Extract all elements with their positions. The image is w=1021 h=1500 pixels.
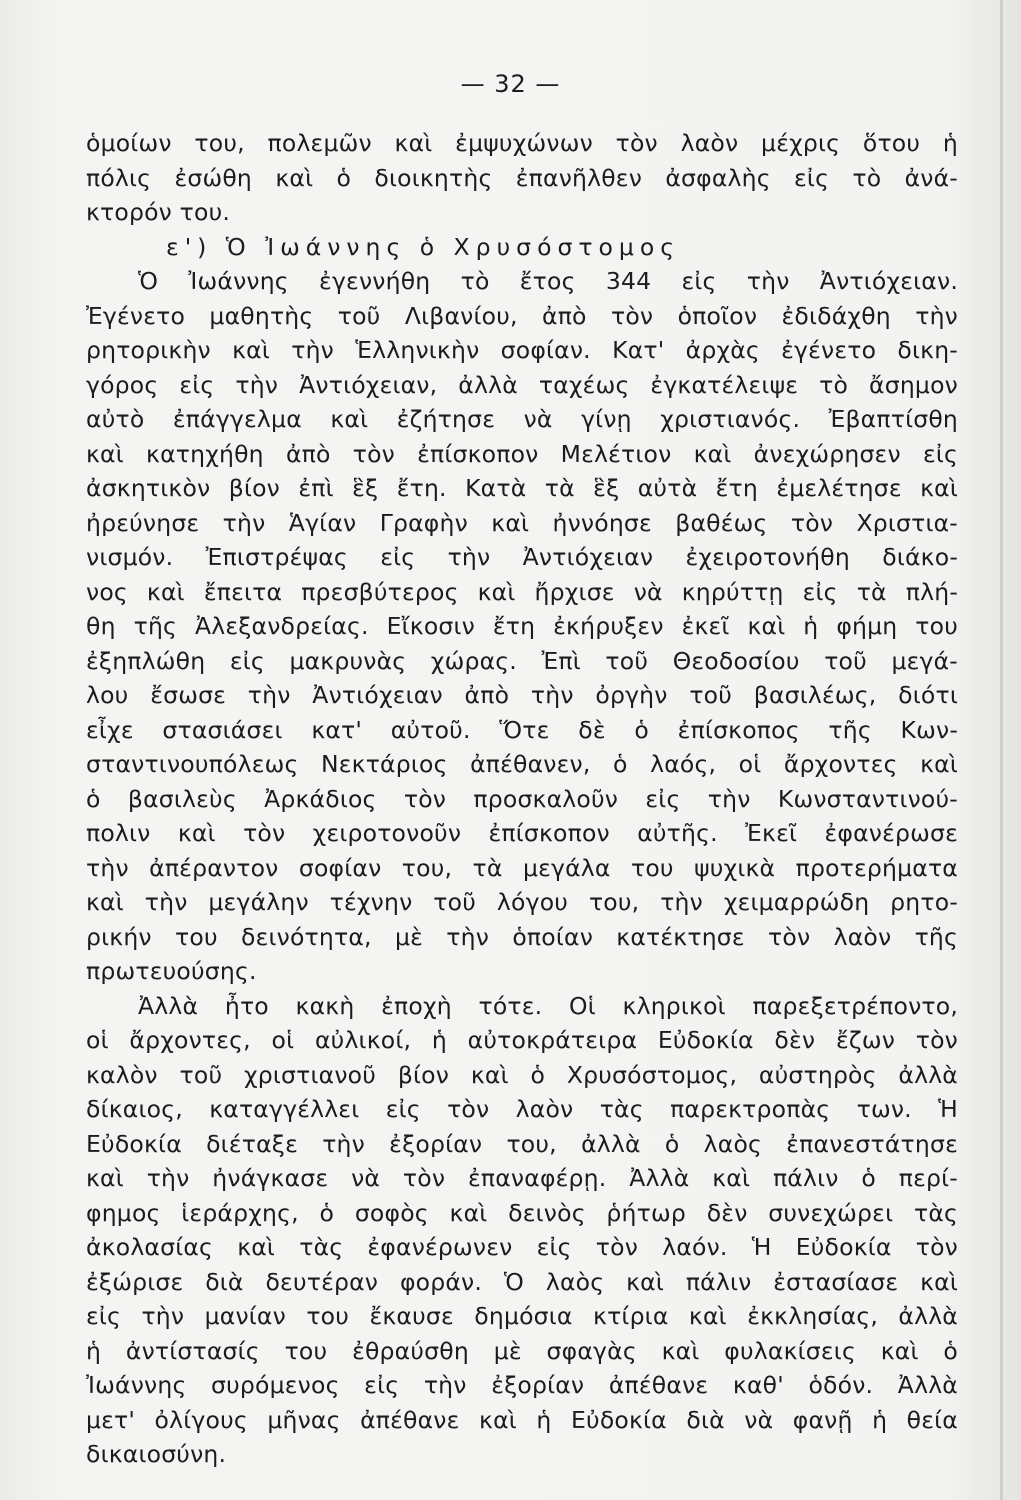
text-line: ἡ ἀντίστασίς του ἐθραύσθη μὲ σφαγὰς καὶ φυλακίσεις καὶ ὁ <box>86 1336 958 1365</box>
text-line: ἀκολασίας καὶ τὰς ἐφανέρωνεν εἰς τὸν λαόν. Ἡ Εὐδοκία τὸν <box>86 1233 958 1261</box>
text-line: δίκαιος, καταγγέλλει εἰς τὸν λαὸν τὰς παρεκτροπὰς των. Ἡ <box>86 1095 958 1123</box>
text-line: Ὁ Ἰωάννης ἐγεννήθη τὸ ἔτος 344 εἰς τὴν Ἀντιόχειαν. <box>138 267 958 295</box>
section-heading-text: ε') Ὁ Ἰωάννης ὁ Χρυσόστομος <box>166 232 680 261</box>
text-line: οἱ ἄρχοντες, οἱ αὐλικοί, ἡ αὐτοκράτειρα Εὐδοκία δὲν ἔζων τὸν <box>86 1026 958 1054</box>
text-line: ἠρεύνησε τὴν Ἁγίαν Γραφὴν καὶ ἠννόησε βαθέως τὸν Χριστια- <box>86 508 958 537</box>
text-line: κτορόν του. <box>86 198 231 226</box>
text-line: ὁ βασιλεὺς Ἀρκάδιος τὸν προσκαλοῦν εἰς τὴν Κωνσταντινού- <box>86 784 958 813</box>
section-heading <box>86 230 958 265</box>
text-line: μετ' ὀλίγους μῆνας ἀπέθανε καὶ ἡ Εὐδοκία διὰ νὰ φανῇ ἡ θεία <box>86 1405 958 1434</box>
text-line: ὁμοίων του, πολεμῶν καὶ ἐμψυχώνων τὸν λαὸν μέχρις ὅτου ἡ <box>86 129 958 157</box>
text-line: σταντινουπόλεως Νεκτάριος ἀπέθανεν, ὁ λαός, οἱ ἄρχοντες καὶ <box>86 750 958 778</box>
text-line: Ἐγένετο μαθητὴς τοῦ Λιβανίου, ἀπὸ τὸν ὁποῖον ἐδιδάχθη τὴν <box>86 301 958 330</box>
text-line: εἶχε στασιάσει κατ' αὐτοῦ. Ὅτε δὲ ὁ ἐπίσκοπος τῆς Κων- <box>86 715 958 744</box>
text-line: θη τῆς Ἀλεξανδρείας. Εἴκοσιν ἔτη ἐκήρυξεν ἐκεῖ καὶ ἡ φήμη του <box>86 612 958 640</box>
text-line: ἀσκητικὸν βίον ἐπὶ ἓξ ἔτη. Κατὰ τὰ ἓξ αὐτὰ ἔτη ἐμελέτησε καὶ <box>86 474 958 502</box>
text-line: ἐξώρισε διὰ δευτέραν φοράν. Ὁ λαὸς καὶ πάλιν ἐστασίασε καὶ <box>86 1267 958 1296</box>
text-line: πρωτευούσης. <box>86 957 257 985</box>
text-line: Ἀλλὰ ἦτο κακὴ ἐποχὴ τότε. Οἱ κληρικοὶ παρεξετρέποντο, <box>138 991 958 1020</box>
text-line: τὴν ἀπέραντον σοφίαν του, τὰ μεγάλα του ψυχικὰ προτερήματα <box>86 853 958 882</box>
text-line: Εὐδοκία διέταξε τὴν ἐξορίαν του, ἀλλὰ ὁ λαὸς ἐπανεστάτησε <box>86 1129 958 1158</box>
text-line: φημος ἱεράρχης, ὁ σοφὸς καὶ δεινὸς ῥήτωρ δὲν συνεχώρει τὰς <box>86 1198 958 1227</box>
text-line: ρητορικὴν καὶ τὴν Ἑλληνικὴν σοφίαν. Κατ' ἀρχὰς ἐγένετο δικη- <box>86 336 958 364</box>
text-line: καλὸν τοῦ χριστιανοῦ βίον καὶ ὁ Χρυσόστομος, αὐστηρὸς ἀλλὰ <box>86 1060 958 1089</box>
text-line: πολιν καὶ τὸν χειροτονοῦν ἐπίσκοπον αὐτῆς. Ἐκεῖ ἐφανέρωσε <box>86 819 958 847</box>
page-number: — 32 — <box>460 70 561 98</box>
text-line: γόρος εἰς τὴν Ἀντιόχειαν, ἀλλὰ ταχέως ἐγκατέλειψε τὸ ἄσημον <box>86 370 958 399</box>
text-line: ἐξηπλώθη εἰς μακρυνὰς χώρας. Ἐπὶ τοῦ Θεοδοσίου τοῦ μεγά- <box>86 646 958 675</box>
body-text <box>86 126 958 1472</box>
text-line: καὶ τὴν μεγάλην τέχνην τοῦ λόγου του, τὴν χειμαρρώδη ρητο- <box>86 888 958 916</box>
page-edge <box>1000 0 1003 1500</box>
text-line: ρικήν του δεινότητα, μὲ τὴν ὁποίαν κατέκτησε τὸν λαὸν τῆς <box>86 922 958 951</box>
text-line: εἰς τὴν μανίαν του ἔκαυσε δημόσια κτίρια καὶ ἐκκλησίας, ἀλλὰ <box>86 1302 958 1330</box>
text-line: καὶ τὴν ἠνάγκασε νὰ τὸν ἐπαναφέρῃ. Ἀλλὰ καὶ πάλιν ὁ περί- <box>86 1164 958 1192</box>
text-line: Ἰωάννης συρόμενος εἰς τὴν ἐξορίαν ἀπέθανε καθ' ὁδόν. Ἀλλὰ <box>86 1371 958 1399</box>
text-line: αὐτὸ ἐπάγγελμα καὶ ἐζήτησε νὰ γίνῃ χριστιανός. Ἐβαπτίσθη <box>86 405 958 433</box>
text-line: καὶ κατηχήθη ἀπὸ τὸν ἐπίσκοπον Μελέτιον καὶ ἀνεχώρησεν εἰς <box>86 439 958 468</box>
text-line: λου ἔσωσε τὴν Ἀντιόχειαν ἀπὸ τὴν ὀργὴν τοῦ βασιλέως, διότι <box>86 681 958 709</box>
text-line: δικαιοσύνη. <box>86 1440 227 1468</box>
text-line: νισμόν. Ἐπιστρέψας εἰς τὴν Ἀντιόχειαν ἐχειροτονήθη διάκο- <box>86 543 958 571</box>
text-line: νος καὶ ἔπειτα πρεσβύτερος καὶ ἤρχισε νὰ κηρύττῃ εἰς τὰ πλή- <box>86 577 958 606</box>
text-line: πόλις ἐσώθη καὶ ὁ διοικητὴς ἐπανῆλθεν ἀσφαλὴς εἰς τὸ ἀνά- <box>86 163 958 192</box>
